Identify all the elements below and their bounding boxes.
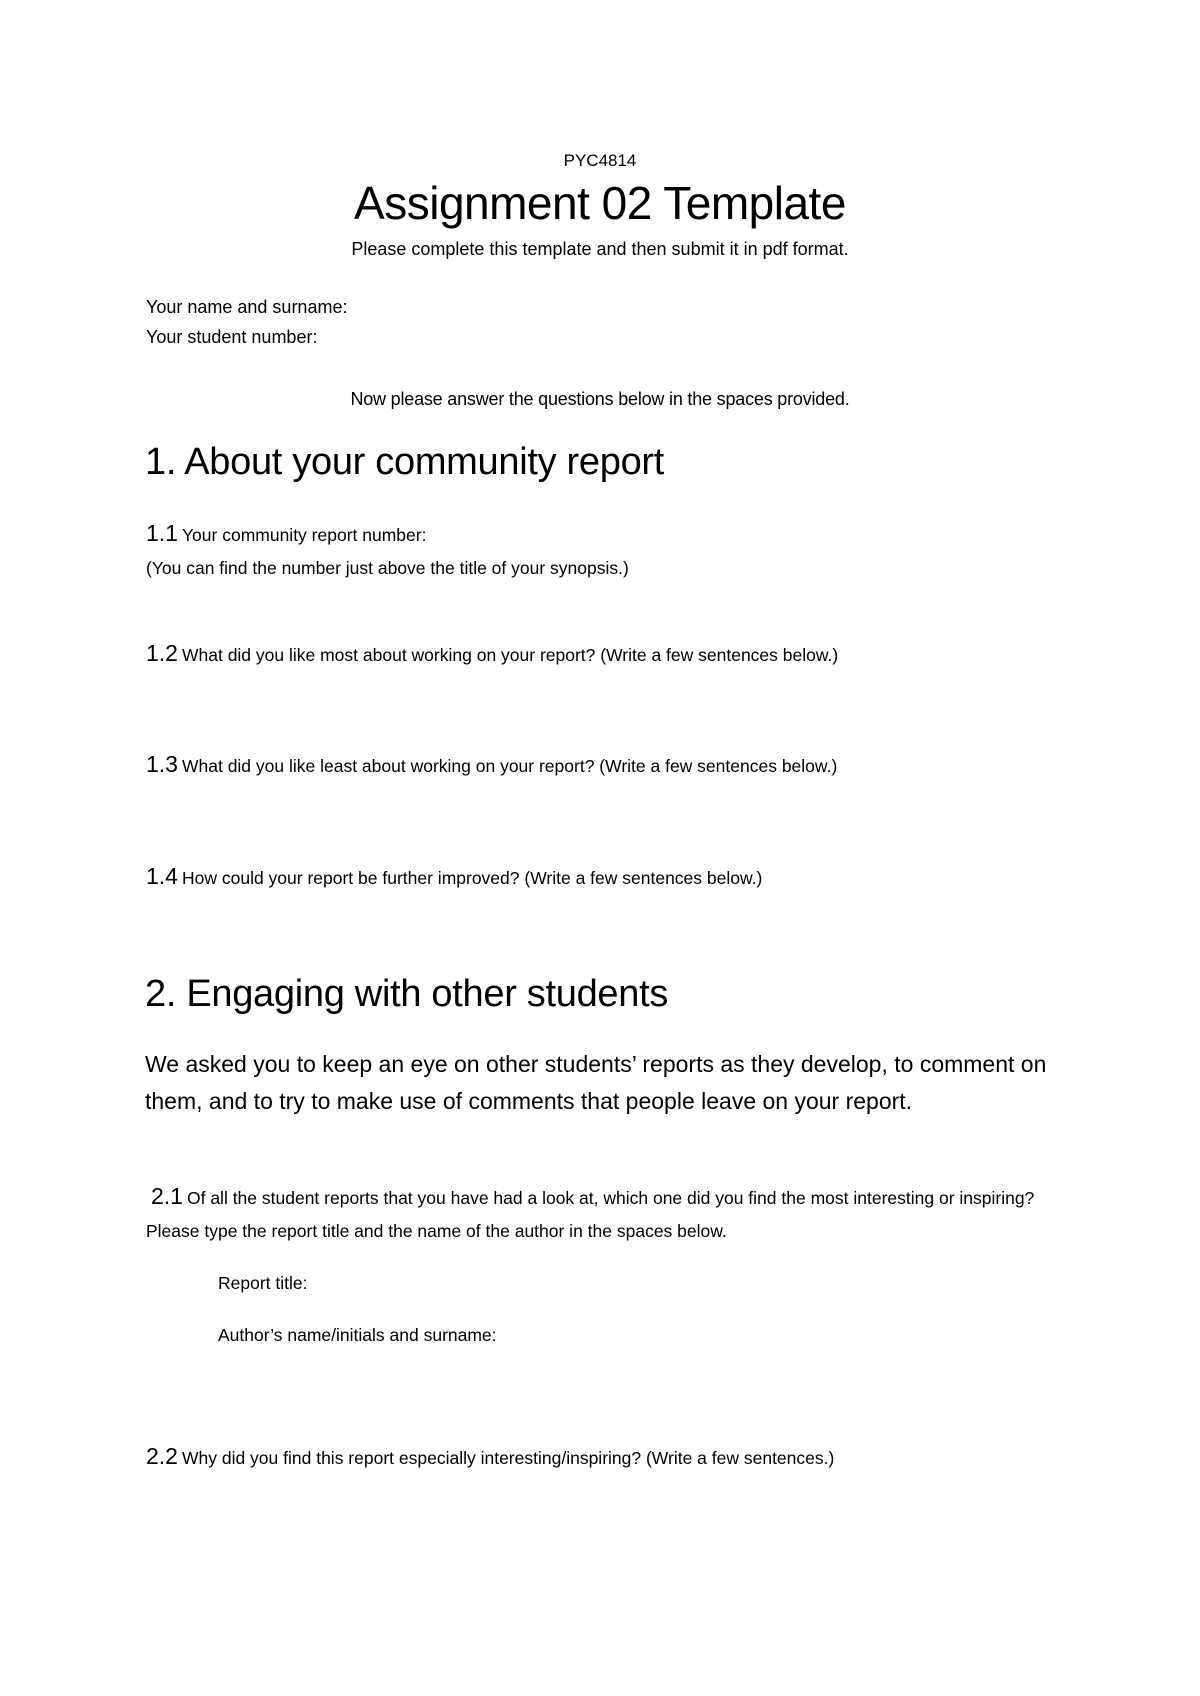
question-number: 1.3 — [146, 751, 178, 777]
question-number: 1.4 — [146, 863, 178, 889]
question-1-1-note: (You can find the number just above the title of your synopsis.) — [146, 558, 629, 578]
name-field-label: Your name and surname: — [146, 297, 348, 317]
section-2-intro: We asked you to keep an eye on other students’ reports as they develop, to comment on them, and to try to make use of comments that people leave on your report. — [145, 1051, 1047, 1114]
instruction-text: Now please answer the questions below in the spaces provided. — [350, 389, 850, 409]
question-number: 2.1 — [151, 1183, 183, 1209]
question-1-4 — [146, 863, 762, 890]
section-1-heading: 1. About your community report — [145, 441, 665, 483]
question-number: 1.1 — [146, 520, 178, 546]
section-2-heading: 2. Engaging with other students — [145, 973, 669, 1015]
page-title: Assignment 02 Template — [354, 177, 846, 229]
page-subtitle: Please complete this template and then submit it in pdf format. — [351, 239, 849, 259]
question-1-1 — [146, 520, 426, 547]
author-name-label: Author’s name/initials and surname: — [218, 1325, 497, 1345]
question-number: 1.2 — [146, 640, 178, 666]
question-2-1 — [146, 1180, 1086, 1248]
report-title-label: Report title: — [218, 1273, 308, 1293]
question-1-3 — [146, 751, 837, 778]
question-text: What did you like least about working on your report? (Write a few sentences below.) — [181, 756, 838, 776]
question-text: Of all the student reports that you have had a look at, which one did you find the most interesting or inspiring? Please type the report title and the name of the author in the spaces below. — [146, 1188, 1035, 1241]
question-text: What did you like most about working on your report? (Write a few sentences below.) — [181, 645, 839, 665]
question-text: Why did you find this report especially interesting/inspiring? (Write a few sentences.) — [181, 1448, 835, 1468]
question-2-2 — [146, 1443, 834, 1470]
question-1-2 — [146, 640, 838, 667]
question-text: Your community report number: — [181, 525, 427, 545]
question-number: 2.2 — [146, 1443, 178, 1469]
course-code: PYC4814 — [563, 151, 637, 170]
question-text: How could your report be further improved? (Write a few sentences below.) — [181, 868, 763, 888]
student-number-field-label: Your student number: — [146, 327, 318, 347]
